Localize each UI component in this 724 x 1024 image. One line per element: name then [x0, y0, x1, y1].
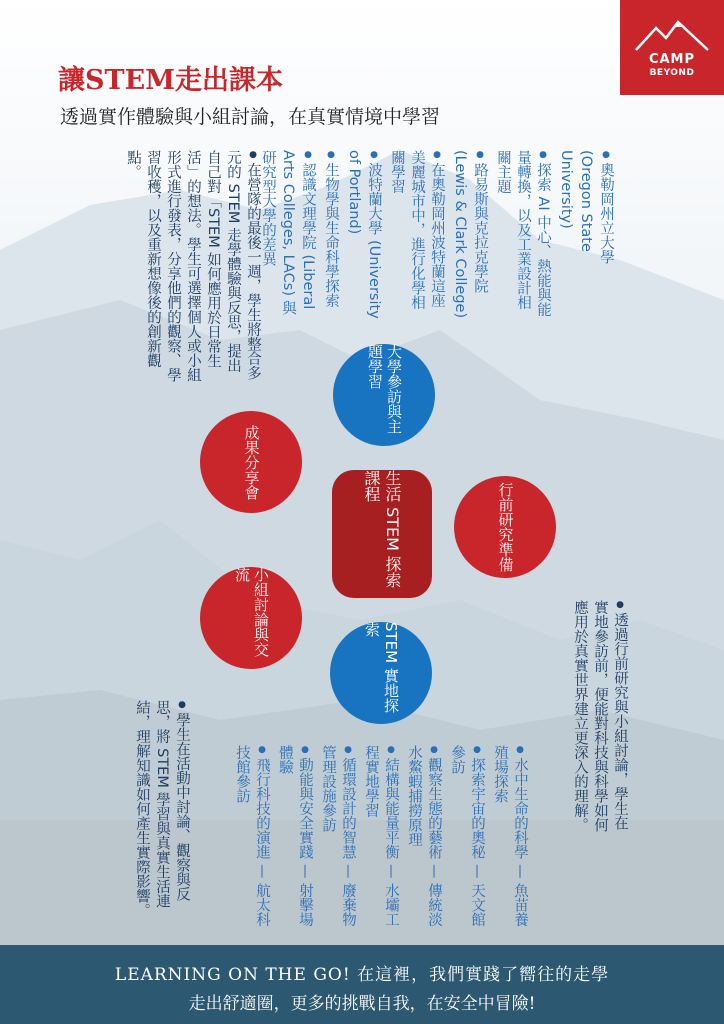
- footer-line-1: LEARNING ON THE GO! 在這裡，我們實踐了嚮往的走學: [114, 965, 610, 985]
- list-item: ● 透過行前研究與小組討論，學生在實地參訪前，便能對科技與科學如何應用於真實世界建立更深入的理解。: [570, 600, 630, 840]
- group-discussion-node: 小組討論與交流: [200, 567, 302, 669]
- page-subtitle: 透過實作體驗與小組討論，在真實情境中學習: [60, 106, 441, 128]
- list-item: ● 結構與能量平衡 — 水壩工程實地學習: [361, 745, 401, 935]
- list-item: ● 循環設計的智慧 — 廢棄物管理設施參訪: [318, 745, 358, 935]
- pre-research-node: 行前研究準備: [454, 476, 556, 578]
- pre-research-paragraph: [555, 600, 630, 840]
- mountain-icon: [634, 18, 710, 52]
- center-program-box: 生活 STEM 探索課程: [332, 470, 432, 598]
- logo-text-camp: CAMP: [648, 52, 696, 67]
- list-item: ● 動能與安全實踐 — 射擊場體驗: [275, 745, 315, 935]
- final-week-paragraph: [118, 150, 263, 385]
- list-item: ● 在奧勒岡州波特蘭這座美麗城市中，進行化學相關學習: [387, 150, 447, 320]
- list-item: ● 波特蘭大學 (University of Portland): [344, 150, 384, 320]
- field-trip-list: [230, 745, 530, 935]
- camp-beyond-logo: [620, 0, 724, 95]
- page-title: 讓STEM走出課本: [58, 65, 284, 96]
- list-item: ● 水中生命的科學 — 魚苗養殖場探索: [490, 745, 530, 935]
- list-item: ● 探索宇宙的奧秘 — 天文館參訪: [447, 745, 487, 935]
- campus-visit-node: 大學參訪與主題學習: [333, 344, 435, 446]
- list-item: ● 奧勒岡州立大學 (Oregon State University): [556, 150, 616, 320]
- list-item: ● 生物學與生命科學探索: [321, 150, 341, 320]
- field-exploration-node: STEM 實地探索: [330, 622, 432, 724]
- list-item: ● 認識文理學院 (Liberal Arts Colleges, LACs) 與研究型大學的差異: [258, 150, 318, 320]
- showcase-node: 成果分享會: [200, 411, 302, 513]
- footer-banner: [0, 945, 724, 1024]
- list-item: ● 探索 AI 中心、熱能與能量轉換，以及工業設計相關主題: [493, 150, 553, 320]
- list-item: ● 在營隊的最後一週，學生將整合多元的 STEM 走學體驗與反思，提出自己對「STEM 如何應用於日常生活」的想法。學生可選擇個人或小組形式進行發表，分享他們的觀察、學習收穫，以及重新想像後的創新觀點。: [123, 150, 263, 385]
- list-item: ● 路易斯與克拉克學院 (Lewis & Clark College): [450, 150, 490, 320]
- list-item: ● 觀察生態的藝術 — 傳統淡水鰲蝦捕撈原理: [404, 745, 444, 935]
- university-list: [260, 150, 616, 320]
- list-item: ● 飛行科技的演進 — 航太科技館參訪: [232, 745, 272, 935]
- discussion-paragraph: [112, 700, 192, 930]
- list-item: ● 學生在活動中討論、觀察與反思，將 STEM 學習與真實生活連結，理解知識如何產生實際影響。: [132, 700, 192, 930]
- footer-line-2: 走出舒適圈，更多的挑戰自我，在安全中冒險!: [188, 994, 536, 1014]
- logo-text-beyond: BEYOND: [649, 68, 695, 78]
